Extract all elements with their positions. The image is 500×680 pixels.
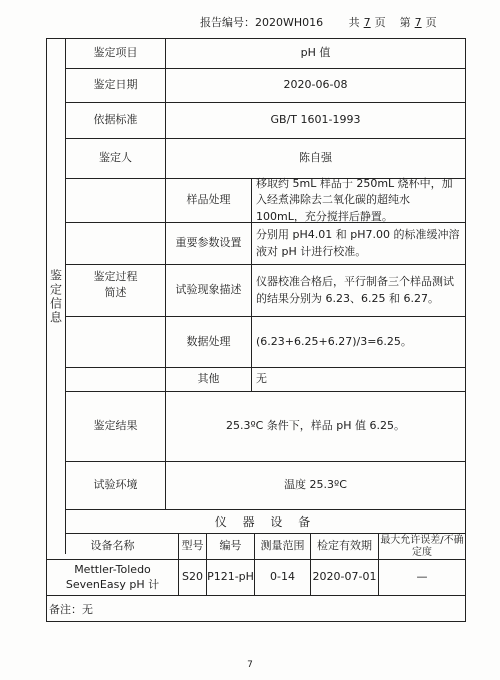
value-item: pH 值 [300,46,331,60]
eq-number: P121-pH [207,560,255,595]
label-other: 其他 [166,368,252,391]
page-number: 7 [247,660,253,670]
value-sample-treatment: 移取约 5mL 样品于 250mL 烧杯中，加入经煮沸除去二氧化碳的超纯水 100mL，充分搅拌后静置。 [256,176,453,223]
process-row-other [66,368,465,392]
eq-header-tolerance: 最大允许误差/不确定度 [380,534,464,558]
row-item [66,39,465,69]
page-header [200,14,450,30]
label-person: 鉴定人 [66,139,166,178]
eq-header-number: 编号 [207,534,255,559]
process-row-observation [66,265,465,317]
eq-name: Mettler-Toledo SevenEasy pH 计 [47,560,179,595]
label-date: 鉴定日期 [66,69,166,102]
label-standard: 依据标准 [66,103,166,138]
value-person: 陈自强 [299,151,332,165]
label-params: 重要参数设置 [166,223,252,264]
report-table [46,38,466,622]
eq-model: S20 [179,560,207,595]
eq-header-name: 设备名称 [47,534,179,559]
process-row-sample [66,176,465,223]
current-page: 第 7 页 [399,16,437,29]
row-person [66,139,465,179]
eq-tolerance: — [416,570,428,584]
equipment-title-row [66,510,465,534]
process-row-params [66,223,465,265]
label-sample-treatment: 样品处理 [166,179,252,222]
row-date [66,69,465,103]
label-result: 鉴定结果 [66,392,166,461]
value-result: 25.3ºC 条件下，样品 pH 值 6.25。 [225,419,406,433]
row-environment [66,462,465,510]
value-other: 无 [256,372,267,386]
eq-header-model: 型号 [179,534,207,559]
note: 备注：无 [49,603,93,616]
eq-header-validity: 检定有效期 [311,534,379,559]
label-process: 鉴定过程 简述 [66,179,166,391]
value-date: 2020-06-08 [283,78,348,92]
side-label: 鉴定信息 [47,39,66,554]
row-standard [66,103,465,139]
label-environment: 试验环境 [66,462,166,509]
label-item: 鉴定项目 [66,39,166,68]
report-number: 报告编号：2020WH016 [200,16,324,29]
value-environment: 温度 25.3ºC [284,478,347,492]
value-standard: GB/T 1601-1993 [270,113,361,127]
eq-validity: 2020-07-01 [311,560,379,595]
total-pages: 共 7 页 [348,16,386,29]
label-data-processing: 数据处理 [166,317,252,367]
row-result [66,392,465,462]
value-observation: 仪器校准合格后，平行制备三个样品测试的结果分别为 6.23、6.25 和 6.27。 [256,275,454,305]
value-data-processing: (6.23+6.25+6.27)/3=6.25。 [256,334,412,348]
eq-range: 0-14 [255,560,311,595]
equipment-header-row [47,534,465,560]
process-row-data [66,317,465,368]
value-params: 分别用 pH4.01 和 pH7.00 的标准缓冲溶液对 pH 计进行校准。 [256,228,460,258]
eq-header-range: 测量范围 [255,534,311,559]
label-observation: 试验现象描述 [166,265,252,316]
equipment-data-row [47,560,465,596]
equipment-title: 仪 器 设 备 [214,514,317,529]
